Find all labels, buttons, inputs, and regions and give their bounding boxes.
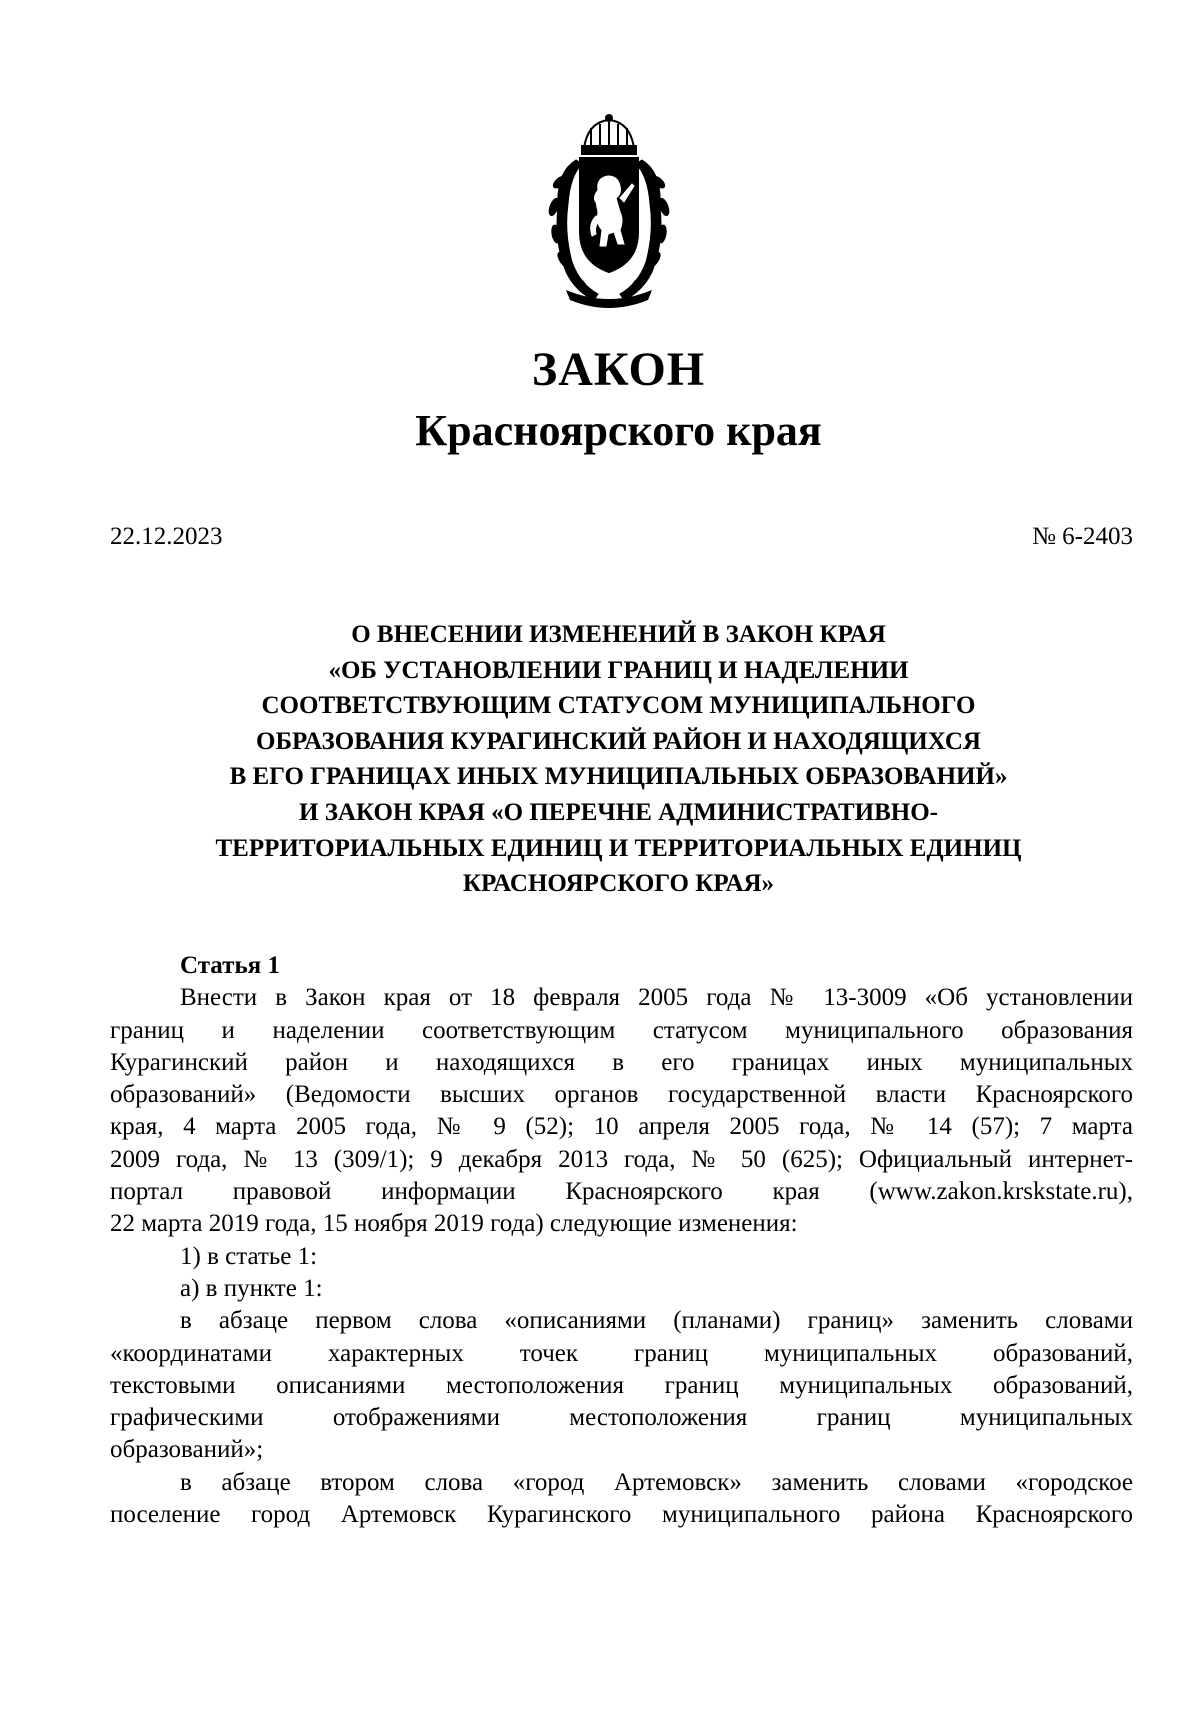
heading-line: «ОБ УСТАНОВЛЕНИИ ГРАНИЦ И НАДЕЛЕНИИ — [328, 656, 909, 684]
article-line: Внести в Закон края от 18 февраля 2005 года № 13-3009 «Об установлении — [180, 984, 1133, 1012]
article-line: 2009 года, № 13 (309/1); 9 декабря 2013 года, № 50 (625); Официальный интернет- — [110, 1145, 1133, 1173]
article-body — [110, 950, 1133, 1531]
heading-line: ТЕРРИТОРИАЛЬНЫХ ЕДИНИЦ И ТЕРРИТОРИАЛЬНЫХ ЕДИНИЦ — [215, 834, 1022, 862]
document-date: 22.12.2023 — [110, 523, 223, 550]
article-line: образований»; — [110, 1436, 264, 1464]
heading-line: В ЕГО ГРАНИЦАХ ИНЫХ МУНИЦИПАЛЬНЫХ ОБРАЗОВАНИЙ» — [229, 763, 1008, 791]
article-line: границ и наделении соответствующим статусом муниципального образования — [110, 1016, 1133, 1044]
heading-line: О ВНЕСЕНИИ ИЗМЕНЕНИЙ В ЗАКОН КРАЯ — [351, 621, 886, 648]
document-subtitle: Красноярского края — [415, 406, 822, 455]
document-title: ЗАКОН — [531, 343, 706, 396]
article-line: в абзаце втором слова «город Артемовск» заменить словами «городское — [180, 1468, 1133, 1496]
law-heading — [120, 617, 1117, 902]
article-line: поселение город Артемовск Курагинского муниципального района Красноярского — [110, 1501, 1133, 1529]
heading-line: СООТВЕТСТВУЮЩИМ СТАТУСОМ МУНИЦИПАЛЬНОГО — [261, 692, 976, 720]
coat-of-arms-krasnoyarsk-krai-icon — [536, 112, 682, 312]
article-line: графическими отображениями местоположения границ муниципальных — [110, 1404, 1133, 1432]
article-line: портал правовой информации Красноярского края (www.zakon.krskstate.ru), — [110, 1178, 1133, 1206]
article-line: в абзаце первом слова «описаниями (планами) границ» заменить словами — [180, 1307, 1133, 1335]
article-line: 22 марта 2019 года, 15 ноября 2019 года) следующие изменения: — [110, 1210, 798, 1238]
article-title: Статья 1 — [180, 952, 280, 979]
article-line: края, 4 марта 2005 года, № 9 (52); 10 апреля 2005 года, № 14 (57); 7 марта — [110, 1113, 1133, 1141]
article-line: «координатами характерных точек границ муниципальных образований, — [110, 1339, 1133, 1367]
document-number: № 6-2403 — [1032, 523, 1133, 550]
heading-line: И ЗАКОН КРАЯ «О ПЕРЕЧНЕ АДМИНИСТРАТИВНО- — [299, 798, 938, 826]
article-line: 1) в статье 1: — [180, 1242, 318, 1270]
article-line: текстовыми описаниями местоположения границ муниципальных образований, — [110, 1371, 1133, 1399]
article-line: Курагинский район и находящихся в его границах иных муниципальных — [110, 1048, 1133, 1076]
article-line: а) в пункте 1: — [180, 1274, 323, 1302]
heading-line: КРАСНОЯРСКОГО КРАЯ» — [462, 870, 775, 898]
article-line: образований» (Ведомости высших органов государственной власти Красноярского — [110, 1081, 1133, 1109]
heading-line: ОБРАЗОВАНИЯ КУРАГИНСКИЙ РАЙОН И НАХОДЯЩИХСЯ — [256, 727, 981, 755]
